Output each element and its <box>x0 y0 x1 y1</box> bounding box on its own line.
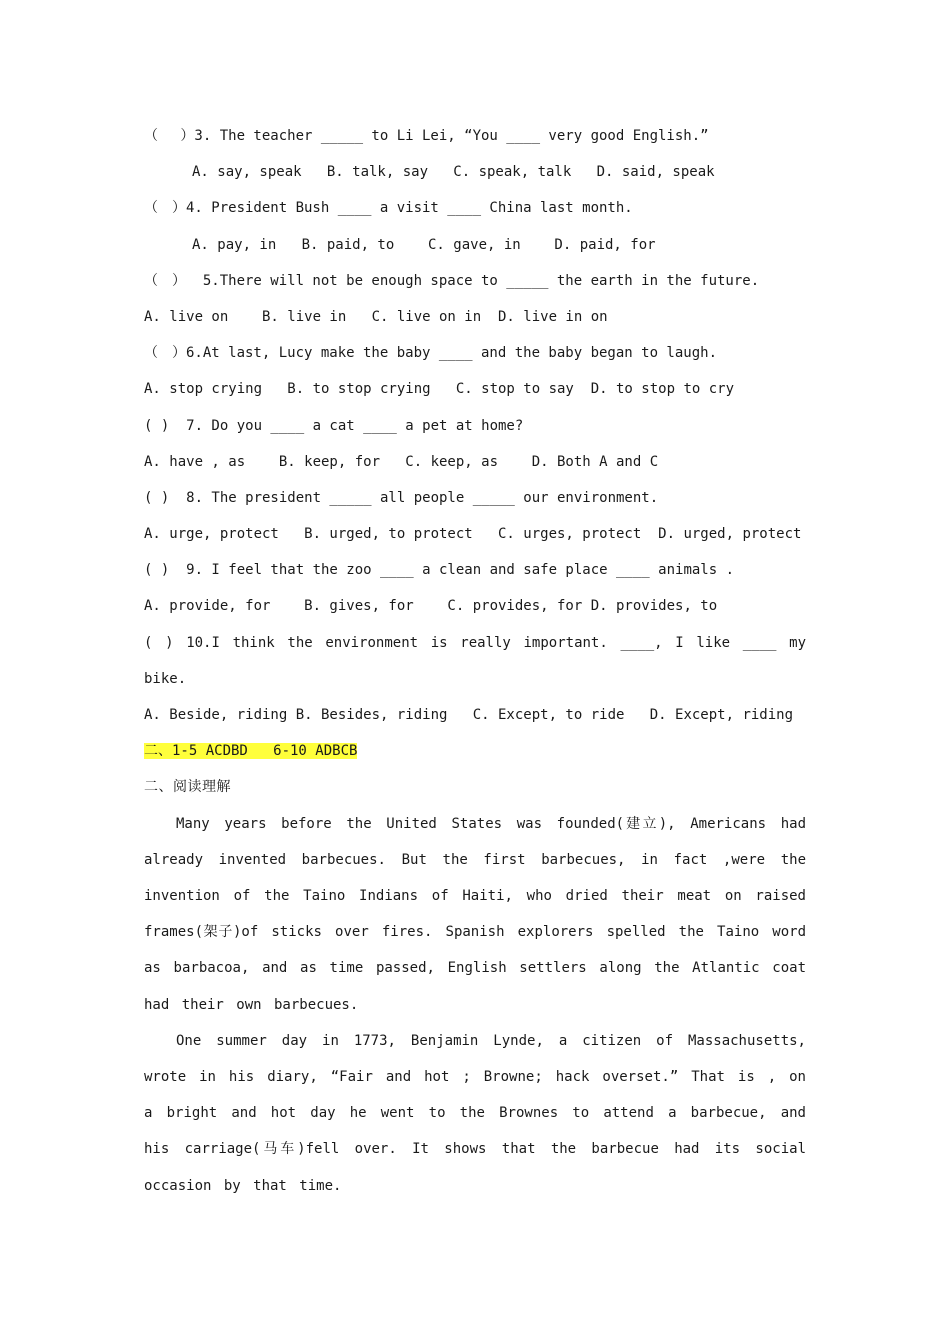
question-7-stem: ( ) 7. Do you ____ a cat ____ a pet at home? <box>144 417 524 434</box>
question-6-options: A. stop crying B. to stop crying C. stop to say D. to stop to cry <box>144 381 735 398</box>
question-10-stem: ( ) 10.I think the environment is really important. ____, I like ____ my bike. <box>144 634 806 687</box>
question-7-options: A. have , as B. keep, for C. keep, as D. Both A and C <box>144 453 659 470</box>
question-3-stem: （ ）3. The teacher _____ to Li Lei, “You ____ very good English.” <box>144 128 709 144</box>
question-6-stem: （ ）6.At last, Lucy make the baby ____ and the baby began to laugh. <box>144 345 718 362</box>
passage-paragraph-1: Many years before the United States was founded(建立), Americans had already invented barbecues. But the first barbecues, in fact ,were the invention of the Taino Indians of Haiti, who dried their meat on raised frames(架子)of sticks over fires. Spanish explorers spelled the Taino word as barbacoa, and as time passed, English settlers along the Atlantic coat had their own barbecues. <box>144 815 806 1013</box>
question-8-options: A. urge, protect B. urged, to protect C. urges, protect D. urged, protect <box>144 526 802 543</box>
question-5-options: A. live on B. live in C. live on in D. live in on <box>144 308 608 325</box>
question-4-options: A. pay, in B. paid, to C. gave, in D. paid, for <box>192 236 656 253</box>
section-heading: 二、阅读理解 <box>144 779 231 796</box>
passage-paragraph-2: One summer day in 1773, Benjamin Lynde, a citizen of Massachusetts, wrote in his diary, “Fair and hot ; Browne; hack overset.” That is , on a bright and hot day he went to the Brownes to attend a barbecue, and his carriage(马车)fell over. It shows that the barbecue had its social occasion by that time. <box>144 1032 806 1194</box>
question-3-options: A. say, speak B. talk, say C. speak, talk D. said, speak <box>192 164 715 181</box>
question-9-options: A. provide, for B. gives, for C. provides, for D. provides, to <box>144 598 718 615</box>
question-9-stem: ( ) 9. I feel that the zoo ____ a clean and safe place ____ animals . <box>144 562 735 579</box>
question-4-stem: （ ）4. President Bush ____ a visit ____ China last month. <box>144 200 633 217</box>
question-5-stem: （ ） 5.There will not be enough space to _____ the earth in the future. <box>144 272 760 289</box>
answer-key: 二、1-5 ACDBD 6-10 ADBCB <box>144 743 358 760</box>
document-content <box>144 118 806 1204</box>
question-8-stem: ( ) 8. The president _____ all people _____ our environment. <box>144 489 659 506</box>
question-10-options: A. Beside, riding B. Besides, riding C. Except, to ride D. Except, riding <box>144 707 794 724</box>
